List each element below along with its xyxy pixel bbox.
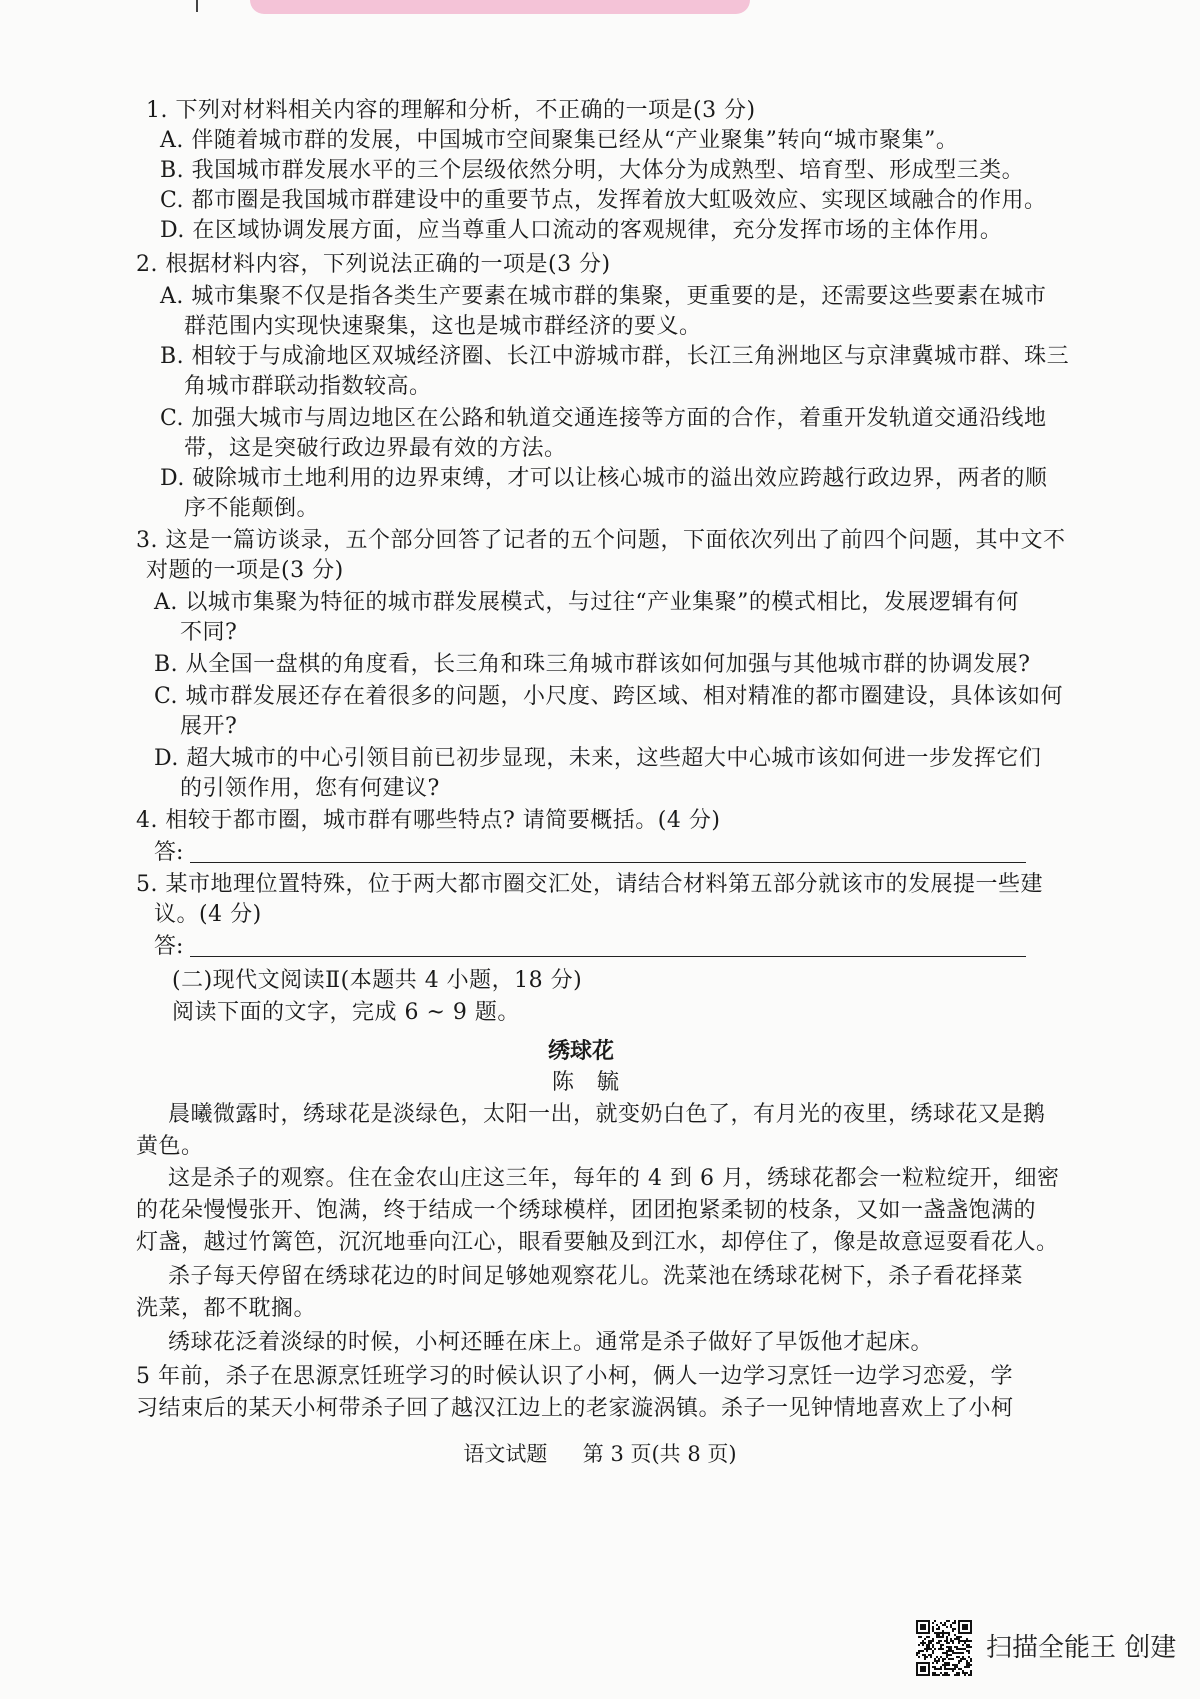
q5-stem-line1: 5. 某市地理位置特殊，位于两大都市圈交汇处，请结合材料第五部分就该市的发展提一些建 [136,872,1043,897]
q1-option-a: A. 伴随着城市群的发展，中国城市空间聚集已经从“产业聚集”转向“城市聚集”。 [160,128,959,153]
article-line-3: 这是杀子的观察。住在金农山庄这三年，每年的 4 到 6 月，绣球花都会一粒粒绽开，细密 [168,1166,1060,1191]
qr-code-icon [916,1620,972,1676]
article-line-1: 晨曦微露时，绣球花是淡绿色，太阳一出，就变奶白色了，有月光的夜里，绣球花又是鹅 [168,1102,1046,1127]
q1-option-b: B. 我国城市群发展水平的三个层级依然分明，大体分为成熟型、培育型、形成型三类。 [160,158,1025,183]
article-line-7: 洗菜，都不耽搁。 [136,1296,317,1321]
q3-option-c-line2: 展开? [180,714,238,739]
article-line-6: 杀子每天停留在绣球花边的时间足够她观察花儿。洗菜池在绣球花树下，杀子看花择菜 [168,1264,1024,1289]
q2-option-c-line2: 带，这是突破行政边界最有效的方法。 [184,436,567,461]
q3-stem-line2: 对题的一项是(3 分) [146,558,344,583]
q2-option-d-line2: 序不能颠倒。 [184,496,320,521]
article-line-9: 5 年前，杀子在思源烹饪班学习的时候认识了小柯，俩人一边学习烹饪一边学习恋爱，学 [136,1364,1013,1389]
q3-option-b: B. 从全国一盘棋的角度看，长三角和珠三角城市群该如何加强与其他城市群的协调发展? [154,652,1031,677]
q1-option-d: D. 在区域协调发展方面，应当尊重人口流动的客观规律，充分发挥市场的主体作用。 [160,218,1003,243]
q2-stem: 2. 根据材料内容，下列说法正确的一项是(3 分) [136,252,611,277]
section2-heading: (二)现代文阅读Ⅱ(本题共 4 小题，18 分) [172,968,583,993]
q5-stem-line2: 议。(4 分) [154,902,262,927]
q3-stem-line1: 3. 这是一篇访谈录，五个部分回答了记者的五个问题，下面依次列出了前四个问题，其中文不 [136,528,1066,553]
footer-page-number: 第 3 页(共 8 页) [582,1442,737,1466]
q4-stem: 4. 相较于都市圈，城市群有哪些特点? 请简要概括。(4 分) [136,808,721,833]
article-line-8: 绣球花泛着淡绿的时候，小柯还睡在床上。通常是杀子做好了早饭他才起床。 [168,1330,934,1355]
q3-option-a-line1: A. 以城市集聚为特征的城市群发展模式，与过往“产业集聚”的模式相比，发展逻辑有何 [154,590,1019,615]
q2-option-c-line1: C. 加强大城市与周边地区在公路和轨道交通连接等方面的合作，着重开发轨道交通沿线地 [160,406,1047,431]
q1-stem: 1. 下列对材料相关内容的理解和分析，不正确的一项是(3 分) [146,98,756,123]
section2-instruction: 阅读下面的文字，完成 6 ~ 9 题。 [172,1000,520,1025]
q5-answer-line[interactable] [190,956,1026,957]
scanner-badge [916,1620,1186,1680]
q5-answer-label: 答: [154,934,184,959]
q4-answer-line[interactable] [190,862,1026,863]
article-line-5: 灯盏，越过竹篱笆，沉沉地垂向江心，眼看要触及到江水，却停住了，像是故意逗耍看花人。 [136,1230,1059,1255]
q2-option-b-line1: B. 相较于与成渝地区双城经济圈、长江中游城市群，长江三角洲地区与京津冀城市群、珠三 [160,344,1070,369]
q3-option-c-line1: C. 城市群发展还存在着很多的问题，小尺度、跨区域、相对精准的都市圈建设，具体该如何 [154,684,1064,709]
footer-subject: 语文试题 [463,1442,548,1466]
q3-option-d-line2: 的引领作用，您有何建议? [180,776,440,801]
article-line-2: 黄色。 [136,1134,204,1159]
q2-option-a-line1: A. 城市集聚不仅是指各类生产要素在城市群的集聚，更重要的是，还需要这些要素在城市 [160,284,1047,309]
q2-option-b-line2: 角城市群联动指数较高。 [184,374,432,399]
page-footer [0,1440,1200,1468]
article-title: 绣球花 [548,1038,615,1064]
scanner-brand-text: 扫描全能王 创建 [986,1633,1177,1663]
article-line-4: 的花朵慢慢张开、饱满，终于结成一个绣球模样，团团抱紧柔韧的枝条，又如一盏盏饱满的 [136,1198,1037,1223]
q3-option-d-line1: D. 超大城市的中心引领目前已初步显现，未来，这些超大中心城市该如何进一步发挥它们 [154,746,1042,771]
q1-option-c: C. 都市圈是我国城市群建设中的重要节点，发挥着放大虹吸效应、实现区域融合的作用。 [160,188,1047,213]
q3-option-a-line2: 不同? [180,620,238,645]
article-author: 陈 毓 [552,1070,620,1095]
q2-option-d-line1: D. 破除城市土地利用的边界束缚，才可以让核心城市的溢出效应跨越行政边界，两者的顺 [160,466,1048,491]
article-line-10: 习结束后的某天小柯带杀子回了越汉江边上的老家漩涡镇。杀子一见钟情地喜欢上了小柯 [136,1396,1014,1421]
q4-answer-label: 答: [154,840,184,865]
q2-option-a-line2: 群范围内实现快速聚集，这也是城市群经济的要义。 [184,314,702,339]
